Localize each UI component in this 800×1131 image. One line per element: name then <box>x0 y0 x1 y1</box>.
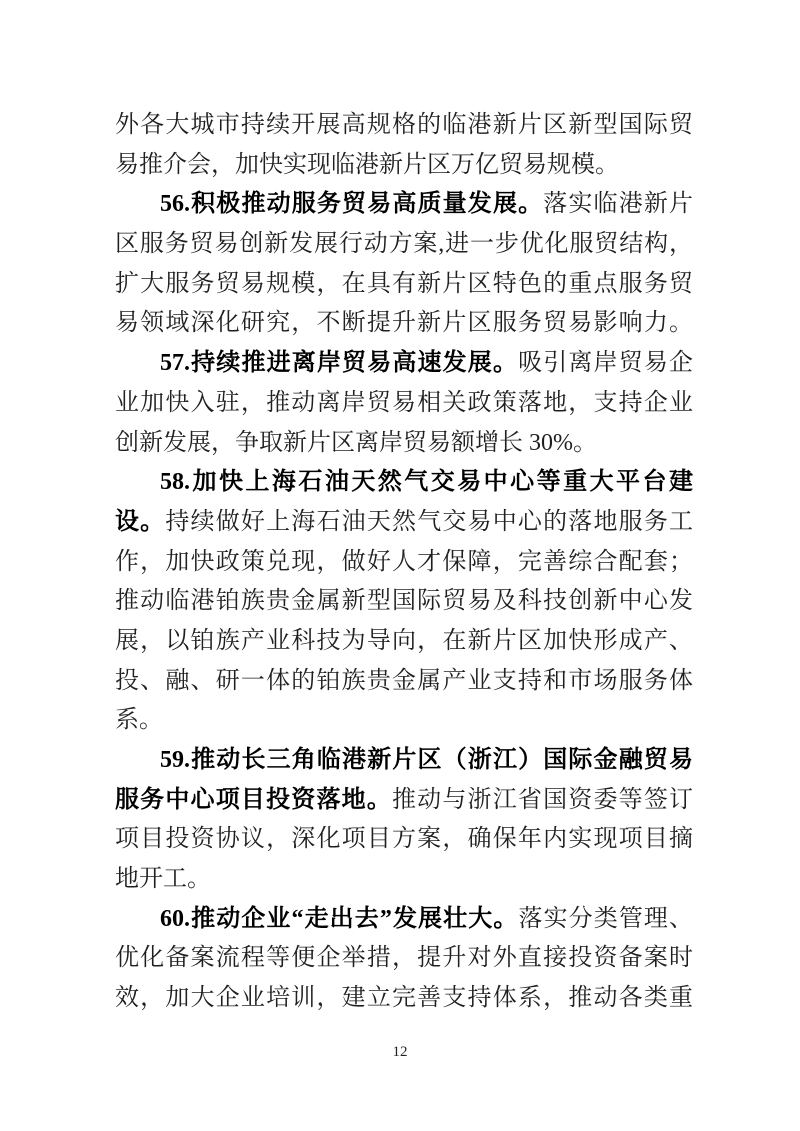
line-text: 优化备案流程等便企举措，提升对外直接投资备案时 <box>115 945 693 972</box>
line-text: 持续做好上海石油天然气交易中心的落地服务工 <box>165 508 694 535</box>
line-heading-text: 服务中心项目投资落地。 <box>115 786 392 813</box>
doc-line <box>115 384 693 424</box>
doc-line <box>115 106 693 146</box>
line-text: 区服务贸易创新发展行动方案,进一步优化服贸结构， <box>115 231 693 258</box>
doc-line-item-56 <box>115 185 693 225</box>
doc-line <box>115 265 693 305</box>
doc-line <box>115 939 693 979</box>
line-text: 系。 <box>115 707 163 734</box>
line-text: 落实临港新片 <box>543 191 693 218</box>
doc-line <box>115 662 693 702</box>
doc-line <box>115 146 693 186</box>
line-heading-text: 56.积极推动服务贸易高质量发展。 <box>160 191 544 218</box>
line-heading-text: 60.推动企业“走出去”发展壮大。 <box>160 905 519 932</box>
line-text: 地开工。 <box>115 866 211 893</box>
document-text-block <box>115 106 693 1019</box>
doc-line <box>115 225 693 265</box>
line-heading-text: 设。 <box>115 508 166 535</box>
line-text: 效，加大企业培训，建立完善支持体系，推动各类重 <box>115 985 693 1012</box>
doc-line <box>115 979 693 1019</box>
doc-line <box>115 543 693 583</box>
doc-line-item-60 <box>115 900 693 940</box>
line-text: 项目投资协议，深化项目方案，确保年内实现项目摘 <box>115 826 693 853</box>
line-text: 外各大城市持续开展高规格的临港新片区新型国际贸 <box>115 112 693 138</box>
doc-line <box>115 860 693 900</box>
line-text: 吸引离岸贸易企 <box>518 350 694 377</box>
line-text: 落实分类管理、 <box>518 905 694 932</box>
line-text: 投、融、研一体的铂族贵金属产业支持和市场服务体 <box>115 667 693 694</box>
line-heading-text: 58.加快上海石油天然气交易中心等重大平台建 <box>160 469 693 496</box>
line-text: 业加快入驻，推动离岸贸易相关政策落地，支持企业 <box>115 389 693 416</box>
doc-line <box>115 582 693 622</box>
doc-line <box>115 781 693 821</box>
line-heading-text: 57.持续推进离岸贸易高速发展。 <box>160 350 519 377</box>
line-text: 创新发展，争取新片区离岸贸易额增长 30%。 <box>115 429 597 456</box>
line-heading-text: 59.推动长三角临港新片区（浙江）国际金融贸易 <box>160 747 693 773</box>
doc-line-item-57 <box>115 344 693 384</box>
line-text: 推动与浙江省国资委等签订 <box>392 786 693 813</box>
line-text: 推动临港铂族贵金属新型国际贸易及科技创新中心发 <box>115 588 693 615</box>
line-text: 易推介会，加快实现临港新片区万亿贸易规模。 <box>115 151 619 178</box>
doc-line <box>115 503 693 543</box>
doc-line-item-59 <box>115 741 693 781</box>
page-number: 12 <box>392 1044 408 1060</box>
line-text: 作，加快政策兑现，做好人才保障，完善综合配套； <box>115 548 693 575</box>
doc-line <box>115 701 693 741</box>
doc-line <box>115 424 693 464</box>
doc-line <box>115 820 693 860</box>
line-text: 展，以铂族产业科技为导向，在新片区加快形成产、 <box>115 627 693 654</box>
doc-line <box>115 304 693 344</box>
line-text: 扩大服务贸易规模，在具有新片区特色的重点服务贸 <box>115 270 693 297</box>
line-text: 易领域深化研究，不断提升新片区服务贸易影响力。 <box>115 310 693 337</box>
doc-line-item-58 <box>115 463 693 503</box>
doc-line <box>115 622 693 662</box>
